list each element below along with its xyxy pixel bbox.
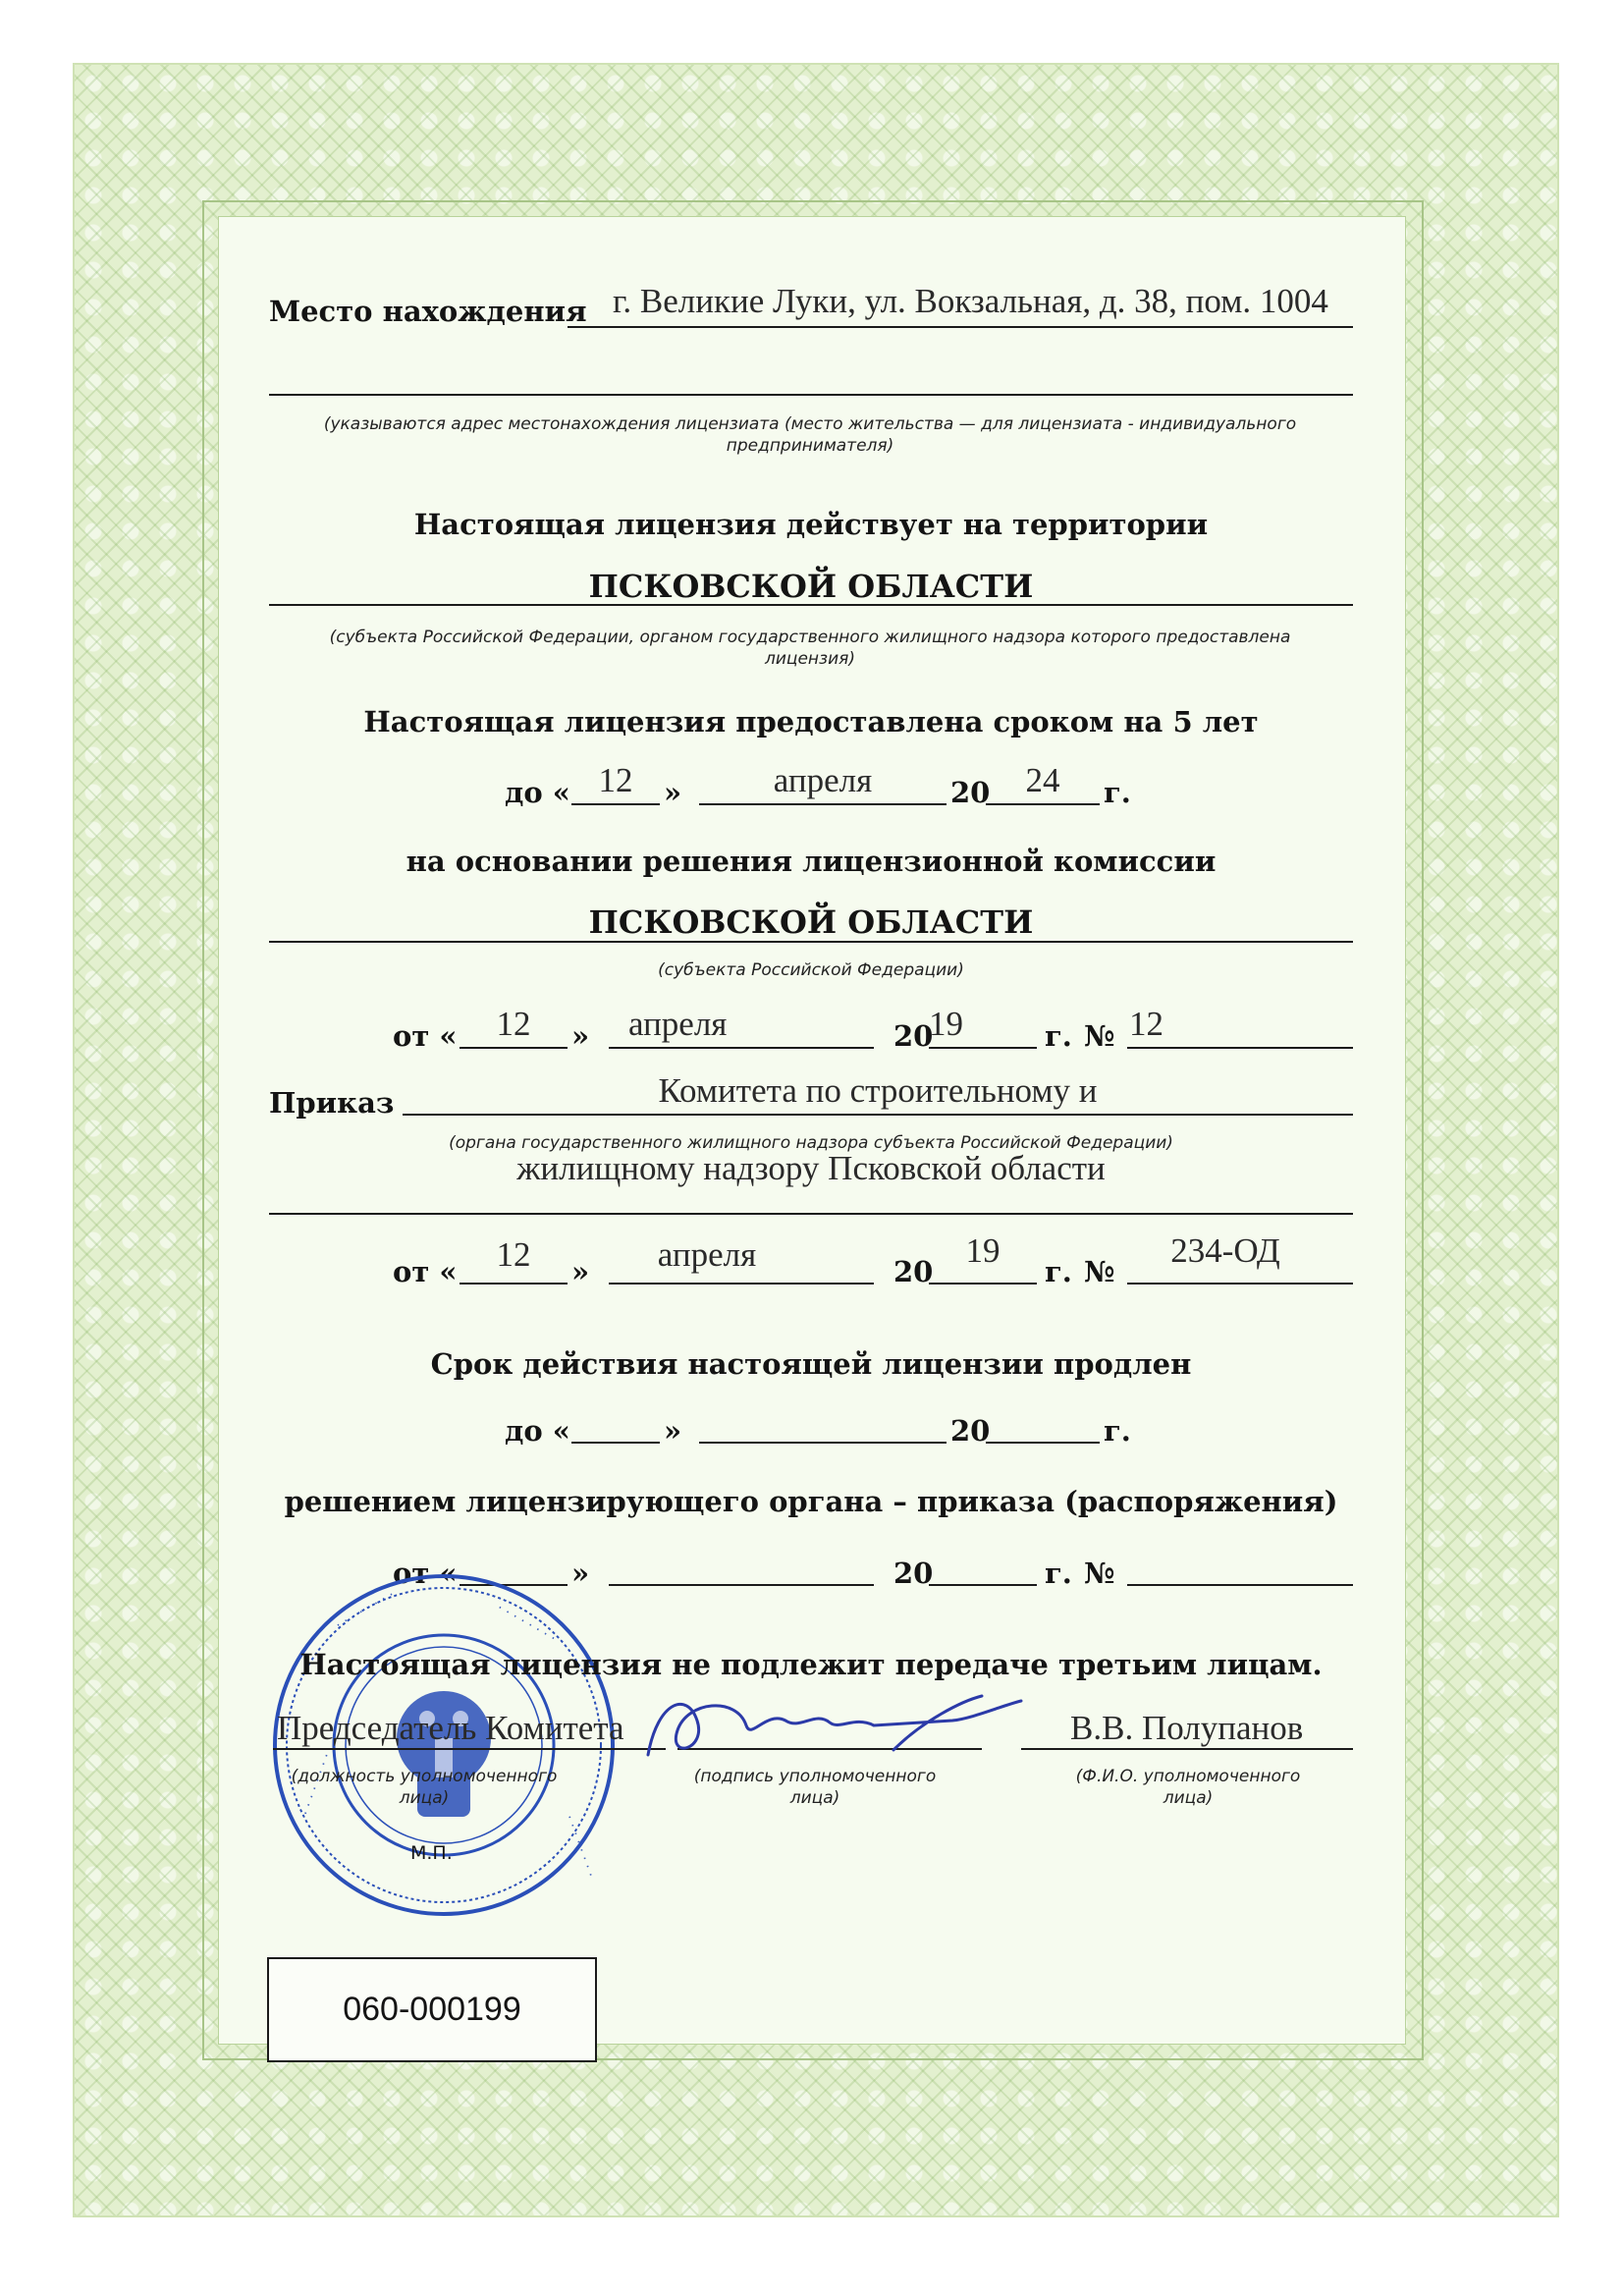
commission-number: 12 xyxy=(1129,1005,1163,1043)
term-year-line xyxy=(986,803,1100,805)
order-year-suffix: г. xyxy=(1045,1255,1072,1288)
commission-month: апреля xyxy=(628,1005,728,1043)
address-value: г. Великие Луки, ул. Вокзальная, д. 38, пом. 1004 xyxy=(613,282,1328,320)
term-until-label: до « xyxy=(505,776,570,809)
caption-signature xyxy=(668,1766,962,1809)
signatory-position: Председатель Комитета xyxy=(277,1709,624,1747)
svg-text:· · · · · · · ·: · · · · · · · · xyxy=(333,1587,398,1634)
extension-from-label: от « xyxy=(393,1557,458,1590)
seal-place-mark: М.П. xyxy=(410,1842,453,1864)
order-value-line2: жилищному надзору Псковской области xyxy=(516,1149,1106,1187)
extension-from-year-prefix: 20 xyxy=(893,1557,934,1590)
commission-underline xyxy=(269,941,1353,943)
commission-year-prefix: 20 xyxy=(893,1019,934,1053)
term-year-suffix: г. xyxy=(1104,776,1131,809)
address-caption-line2: предпринимателя) xyxy=(726,436,894,456)
commission-from-label: от « xyxy=(393,1019,458,1053)
order-year-prefix: 20 xyxy=(893,1255,934,1288)
territory-underline xyxy=(269,604,1353,606)
commission-month-line xyxy=(609,1047,874,1049)
order-caption: (органа государственного жилищного надзора субъекта Российской Федерации) xyxy=(449,1133,1173,1153)
commission-day-line xyxy=(460,1047,568,1049)
caption-position-line1: (должность уполномоченного xyxy=(291,1767,558,1786)
commission-year-line xyxy=(929,1047,1037,1049)
commission-year: 19 xyxy=(929,1005,963,1043)
order-day: 12 xyxy=(496,1235,531,1274)
extension-until-label: до « xyxy=(505,1414,570,1448)
extension-from-number-label: № xyxy=(1084,1557,1115,1590)
signature-position-line xyxy=(273,1748,666,1750)
extension-from-year-suffix: г. xyxy=(1045,1557,1072,1590)
order-year: 19 xyxy=(965,1231,1001,1270)
commission-caption: (субъекта Российской Федерации) xyxy=(658,960,964,980)
territory-value: ПСКОВСКОЙ ОБЛАСТИ xyxy=(588,568,1034,605)
term-month-line xyxy=(699,803,947,805)
caption-position-line2: лица) xyxy=(399,1788,450,1808)
address-underline xyxy=(568,326,1353,328)
order-quote-close: » xyxy=(571,1255,590,1288)
term-day: 12 xyxy=(598,761,633,799)
extension-decision-heading: решением лицензирующего органа – приказа (распоряжения) xyxy=(284,1485,1338,1518)
extension-year-prefix: 20 xyxy=(950,1414,991,1448)
commission-year-suffix: г. xyxy=(1045,1019,1072,1053)
term-year-prefix: 20 xyxy=(950,776,991,809)
caption-position xyxy=(277,1766,571,1809)
extension-from-year-line xyxy=(929,1584,1037,1586)
address-caption xyxy=(265,413,1355,457)
svg-text:· · · · · · · ·: · · · · · · · · xyxy=(494,1600,559,1647)
signature-name-line xyxy=(1021,1748,1353,1750)
territory-caption-line2: лицензия) xyxy=(764,649,855,669)
term-day-line xyxy=(571,803,660,805)
address-caption-line1: (указываются адрес местонахождения лицензиата (место жительства — для лицензиата - индивидуального xyxy=(323,414,1297,434)
form-number: 060-000199 xyxy=(343,1991,521,2028)
address-underline-2 xyxy=(269,394,1353,396)
order-month: апреля xyxy=(657,1235,757,1274)
commission-number-label: № xyxy=(1084,1019,1115,1053)
commission-number-line xyxy=(1127,1047,1353,1049)
signatory-name: В.В. Полупанов xyxy=(1070,1709,1304,1747)
caption-name-line2: лица) xyxy=(1163,1788,1214,1808)
term-year: 24 xyxy=(1025,761,1060,799)
caption-name xyxy=(1041,1766,1335,1809)
order-underline xyxy=(403,1114,1353,1116)
svg-text:· · · · · · · ·: · · · · · · · · xyxy=(561,1812,599,1881)
extension-year-suffix: г. xyxy=(1104,1414,1131,1448)
order-month-line xyxy=(609,1283,874,1285)
commission-quote-close: » xyxy=(571,1019,590,1053)
svg-text:· · · · · · · ·: · · · · · · · · xyxy=(298,1751,336,1819)
commission-heading: на основании решения лицензионной комиссии xyxy=(406,845,1217,878)
caption-name-line1: (Ф.И.О. уполномоченного xyxy=(1075,1767,1301,1786)
address-label: Место нахождения xyxy=(269,295,587,328)
caption-signature-line1: (подпись уполномоченного xyxy=(693,1767,937,1786)
order-year-line xyxy=(929,1283,1037,1285)
extension-month-line xyxy=(699,1442,947,1444)
form-number-box xyxy=(267,1957,597,2062)
order-number: 234-ОД xyxy=(1170,1231,1280,1270)
caption-signature-line2: лица) xyxy=(789,1788,840,1808)
non-transferable-notice: Настоящая лицензия не подлежит передаче третьим лицам. xyxy=(299,1648,1323,1681)
commission-value: ПСКОВСКОЙ ОБЛАСТИ xyxy=(588,903,1034,941)
extension-quote-close: » xyxy=(664,1414,682,1448)
extension-heading: Срок действия настоящей лицензии продлен xyxy=(430,1347,1192,1381)
extension-from-quote-close: » xyxy=(571,1557,590,1590)
territory-caption xyxy=(265,627,1355,670)
term-month: апреля xyxy=(773,761,873,799)
extension-year-line xyxy=(986,1442,1100,1444)
territory-heading: Настоящая лицензия действует на территории xyxy=(413,508,1209,541)
term-heading: Настоящая лицензия предоставлена сроком на 5 лет xyxy=(363,705,1259,738)
order-day-line xyxy=(460,1283,568,1285)
order-number-label: № xyxy=(1084,1255,1115,1288)
term-quote-close: » xyxy=(664,776,682,809)
territory-caption-line1: (субъекта Российской Федерации, органом государственного жилищного надзора которого предоставлена xyxy=(329,628,1291,647)
order-underline-2 xyxy=(269,1213,1353,1215)
commission-day: 12 xyxy=(496,1005,531,1043)
extension-from-month-line xyxy=(609,1584,874,1586)
handwritten-signature xyxy=(628,1681,1041,1779)
order-label: Приказ xyxy=(269,1086,395,1120)
order-from-label: от « xyxy=(393,1255,458,1288)
extension-from-number-line xyxy=(1127,1584,1353,1586)
order-number-line xyxy=(1127,1283,1353,1285)
extension-day-line xyxy=(571,1442,660,1444)
order-value-line1: Комитета по строительному и xyxy=(658,1071,1098,1110)
